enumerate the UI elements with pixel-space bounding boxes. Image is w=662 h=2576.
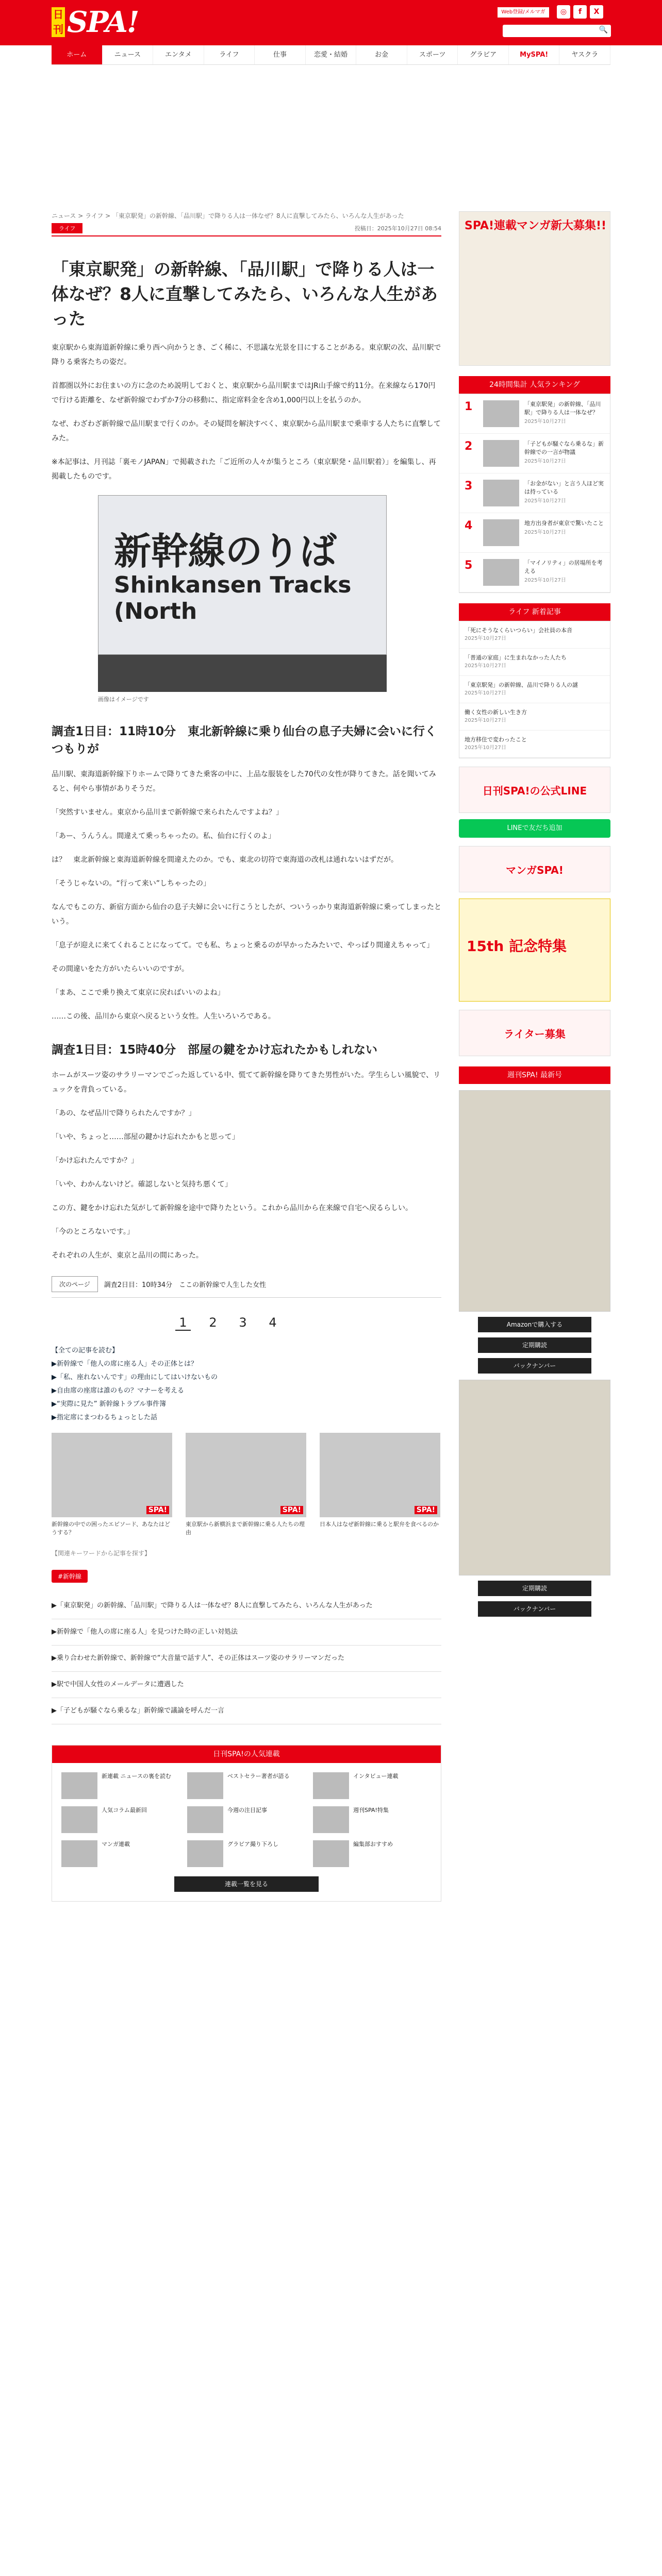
rank-number: 1 xyxy=(465,400,473,413)
magazine-cover[interactable] xyxy=(459,1090,610,1312)
post-date: 投稿日：2025年10月27日 08:54 xyxy=(354,225,441,232)
rank-number: 2 xyxy=(465,440,473,453)
thumb-badge: SPA! xyxy=(280,1506,303,1514)
body-paragraph: この方、鍵をかけ忘れた気がして新幹線を途中で降りたという。これから品川から在来線で自宅へ戻るらしい。 xyxy=(52,1204,412,1212)
popular-title: ベストセラー著者が語る xyxy=(227,1773,290,1780)
body-paragraph: その間違いをた方がいたらいいのですが。 xyxy=(52,965,189,973)
anniversary-ad[interactable] xyxy=(459,899,610,1002)
popular-title: マンガ連載 xyxy=(102,1841,130,1848)
popular-head: 日刊SPA!の人気連載 xyxy=(52,1745,441,1763)
breadcrumb[interactable]: ニュース > ライフ > 「東京駅発」の新幹線、「品川駅」で降りる人は一体なぜ？8人に直撃してみたら、いろんな人生があった xyxy=(52,212,404,219)
site-logo[interactable] xyxy=(52,5,139,39)
popular-thumb xyxy=(187,1840,223,1867)
next-page-teaser[interactable]: 調査2日目：10時34分 ここの新幹線で人生した女性 xyxy=(104,1281,267,1289)
popular-item[interactable] xyxy=(61,1806,180,1833)
section-heading: 調査1日目：11時10分 東北新幹線に乗り仙台の息子夫婦に会いに行くつもりが xyxy=(52,725,437,756)
thumb-image xyxy=(320,1433,440,1517)
site-header xyxy=(0,0,662,45)
news-date: 2025年10月27日 xyxy=(465,663,506,669)
rank-thumb xyxy=(483,480,519,506)
page-4[interactable]: 4 xyxy=(269,1315,277,1330)
nav-work[interactable]: 仕事 xyxy=(255,45,306,64)
nav-yasukura[interactable]: ヤスクラ xyxy=(559,45,610,64)
body-paragraph: 「あー、うんうん。間違えて乗っちゃったの。私、仙台に行くのよ」 xyxy=(52,832,275,840)
photo-sign xyxy=(98,495,387,655)
body-paragraph: 「今のところないです。」 xyxy=(52,1228,134,1236)
nav-news[interactable]: ニュース xyxy=(103,45,154,64)
search-input[interactable] xyxy=(503,25,611,37)
backnumber-button[interactable]: バックナンバー xyxy=(478,1358,591,1374)
popular-title: 人気コラム最新回 xyxy=(102,1807,147,1814)
popular-item[interactable] xyxy=(313,1806,432,1833)
popular-item[interactable] xyxy=(61,1840,180,1867)
next-page-box xyxy=(52,1276,441,1298)
intro-paragraph: 東京駅から東海道新幹線に乗り西へ向かうとき、ごく稀に、不思議な光景を目にすることがある。東京駅の次、品川駅で降りる乗客たちの姿だ。 xyxy=(52,344,441,366)
popular-item[interactable] xyxy=(61,1772,180,1799)
article-photo xyxy=(98,495,387,705)
rank-date: 2025年10月27日 xyxy=(524,498,566,504)
thumb-badge: SPA! xyxy=(415,1506,437,1514)
popular-item[interactable] xyxy=(187,1772,306,1799)
popular-title: 今週の注目記事 xyxy=(227,1807,267,1814)
anniversary-text: 15th 記念特集 xyxy=(467,938,567,955)
rank-thumb xyxy=(483,440,519,467)
related-item[interactable]: ▶「東京駅発」の新幹線、「品川駅」で降りる人は一体なぜ？8人に直撃してみたら、いろんな人生があった xyxy=(52,1593,441,1619)
intro-paragraph: ※本記事は、月刊誌「裏モノJAPAN」で掲載された「ご近所の人々が集うところ（東京駅発・品川駅着）」を編集し、再掲載したものです。 xyxy=(52,458,436,481)
rank-number: 5 xyxy=(465,559,473,572)
x-icon[interactable]: X xyxy=(590,5,603,19)
news-date: 2025年10月27日 xyxy=(465,745,506,751)
popular-title: インタビュー連載 xyxy=(353,1773,399,1780)
rank-number: 3 xyxy=(465,480,473,493)
logo-spa: SPA! xyxy=(67,5,139,39)
article-link[interactable]: ▶“実際に見た” 新幹線トラブル事件簿 xyxy=(52,1400,167,1408)
article-link[interactable]: ▶指定席にまつわるちょっとした話 xyxy=(52,1414,157,1421)
nav-home[interactable]: ホーム xyxy=(52,45,103,64)
rank-title: 「お金がない」と言う人ほど実は持っている xyxy=(524,480,604,495)
related-keyword-head: 【関連キーワードから記事を探す】 xyxy=(52,1550,151,1557)
thumb-card[interactable] xyxy=(52,1433,172,1537)
article-link[interactable]: 【全ての記事を読む】 xyxy=(52,1347,119,1354)
news-date: 2025年10月27日 xyxy=(465,690,506,696)
ranking-item[interactable] xyxy=(459,513,610,553)
thumb-image xyxy=(186,1433,306,1517)
popular-title: 新連載 ニュースの裏を読む xyxy=(102,1773,171,1780)
related-item[interactable]: ▶乗り合わせた新幹線で、新幹線で“大音量で話す人”、その正体はスーツ姿のサラリーマンだった xyxy=(52,1646,441,1672)
news-item[interactable] xyxy=(459,676,610,703)
article-column xyxy=(52,211,441,1902)
article-link[interactable]: ▶新幹線で「他人の席に座る人」その正体とは？ xyxy=(52,1360,197,1368)
thumb-card[interactable] xyxy=(320,1433,440,1537)
intro-paragraph: なぜ、わざわざ新幹線で品川駅まで行くのか。その疑問を解決すべく、東京駅から品川駅まで乗車する人たちに直撃してみた。 xyxy=(52,420,441,443)
news-item[interactable] xyxy=(459,703,610,731)
article-link[interactable]: ▶自由席の座席は誰のもの？マナーを考える xyxy=(52,1387,184,1395)
popular-thumb xyxy=(187,1806,223,1833)
popular-thumb xyxy=(313,1772,349,1799)
article-link[interactable]: ▶「私、座れないんです」の理由にしてはいけないもの xyxy=(52,1374,218,1381)
page-1[interactable]: 1 xyxy=(175,1315,191,1331)
popular-thumb xyxy=(61,1772,97,1799)
thumb-badge: SPA! xyxy=(146,1506,169,1514)
related-list xyxy=(52,1593,441,1724)
rank-number: 4 xyxy=(465,519,473,532)
rank-title: 地方出身者が東京で驚いたこと xyxy=(524,520,604,527)
nav-love[interactable]: 恋愛・結婚 xyxy=(306,45,357,64)
popular-thumb xyxy=(313,1806,349,1833)
popular-thumb xyxy=(313,1840,349,1867)
ranking-item[interactable] xyxy=(459,553,610,592)
rank-date: 2025年10月27日 xyxy=(524,578,566,583)
magazine-cover-2[interactable] xyxy=(459,1380,610,1575)
nav-gravure[interactable]: グラビア xyxy=(458,45,509,64)
news-title: 働く女性の新しい生き方 xyxy=(465,709,527,716)
popular-item[interactable] xyxy=(187,1840,306,1867)
related-item[interactable]: ▶駅で中国人女性のメールデータに遭遇した xyxy=(52,1672,441,1698)
sign-jp: 新幹線のりば xyxy=(114,530,337,573)
thumb-title: 新幹線の中での困ったエピソード、あなたはどうする？ xyxy=(52,1521,171,1536)
body-paragraph: ホームがスーツ姿のサラリーマンでごった返している中、慌てて新幹線を降りてきた男性がいた。学生らしい風貌で、リュックを背負っている。 xyxy=(52,1071,441,1094)
news-title: 地方移住で変わったこと xyxy=(465,736,527,743)
related-item[interactable]: ▶新幹線で「他人の席に座る人」を見つけた時の正しい対処法 xyxy=(52,1619,441,1646)
news-item[interactable] xyxy=(459,649,610,676)
rank-title: 「マイノリティ」の居場所を考える xyxy=(524,560,603,574)
thumb-row xyxy=(52,1433,441,1537)
article-links xyxy=(52,1344,441,1425)
popular-title: グラビア撮り下ろし xyxy=(227,1841,278,1848)
thumb-image xyxy=(52,1433,172,1517)
body-paragraph: 「あの、なぜ品川で降りられたんですか？」 xyxy=(52,1109,196,1117)
magazine-head: 週刊SPA! 最新号 xyxy=(459,1066,610,1084)
rank-thumb xyxy=(483,559,519,586)
related-item[interactable]: ▶「子どもが騒ぐなら乗るな」新幹線で議論を呼んだ一言 xyxy=(52,1698,441,1724)
rank-title: 「子どもが騒ぐなら乗るな」新幹線での一言が物議 xyxy=(524,440,604,455)
popular-title: 週刊SPA!特集 xyxy=(353,1807,389,1814)
body-paragraph: 品川駅、東海道新幹線下りホームで降りてきた乗客の中に、上品な服装をした70代の女性が降りてきた。話を聞いてみると、何やら事情がありそうだ。 xyxy=(52,770,436,793)
popular-item[interactable] xyxy=(187,1806,306,1833)
article-meta xyxy=(52,223,441,236)
body-paragraph: ……この後、品川から東京へ戻るという女性。人生いろいろである。 xyxy=(52,1012,275,1021)
body-paragraph: 「かけ忘れたんですか？」 xyxy=(52,1157,138,1165)
body-paragraph: は？ 東北新幹線と東海道新幹線を間違えたのか。でも、東北の切符で東海道の改札は通れないはずだが。 xyxy=(52,856,398,864)
subscribe-button[interactable]: 定期購読 xyxy=(478,1337,591,1353)
nav-entame[interactable]: エンタメ xyxy=(153,45,204,64)
rank-date: 2025年10月27日 xyxy=(524,419,566,425)
news-list xyxy=(459,621,610,758)
page-2[interactable]: 2 xyxy=(209,1315,217,1330)
news-title: 「死にそうなくらいつらい」会社員の本音 xyxy=(465,627,572,634)
nav-myspa[interactable]: MySPA! xyxy=(509,45,560,64)
pagination xyxy=(175,1315,441,1331)
news-item[interactable] xyxy=(459,731,610,758)
instagram-icon[interactable]: ◎ xyxy=(557,5,570,19)
sidebar xyxy=(459,211,610,1617)
body-paragraph: なんでもこの方、新宿方面から仙台の息子夫婦に会いに行こうとしたが、ついうっかり東海道新幹線に乗ってしまったという。 xyxy=(52,903,441,926)
sign-en: Shinkansen Tracks (North xyxy=(114,572,352,624)
facebook-icon[interactable]: f xyxy=(573,5,587,19)
news-date: 2025年10月27日 xyxy=(465,636,506,641)
nav-sports[interactable]: スポーツ xyxy=(407,45,458,64)
page-3[interactable]: 3 xyxy=(239,1315,247,1330)
rank-thumb xyxy=(483,400,519,427)
popular-thumb xyxy=(61,1806,97,1833)
body-paragraph: 「息子が迎えに来てくれることになってて。でも私、ちょっと乗るのが早かったみたいで、やっぱり間違えちゃって」 xyxy=(52,941,434,950)
logo-nikkan: 日刊 xyxy=(52,7,65,37)
thumb-title: 東京駅から新横浜まで新幹線に乗る人たちの理由 xyxy=(186,1521,305,1536)
popular-item[interactable] xyxy=(313,1772,432,1799)
popular-title: 編集部おすすめ xyxy=(353,1841,393,1848)
news-title: 「東京駅発」の新幹線、品川で降りる人の謎 xyxy=(465,682,578,688)
ranking-item[interactable] xyxy=(459,473,610,513)
ranking-item[interactable] xyxy=(459,434,610,473)
body-paragraph: それぞれの人生が、東京と品川の間にあった。 xyxy=(52,1251,203,1260)
rank-date: 2025年10月27日 xyxy=(524,459,566,464)
section-heading: 調査1日目：15時40分 部屋の鍵をかけ忘れたかもしれない xyxy=(52,1043,378,1057)
backnumber-button-2[interactable]: バックナンバー xyxy=(478,1601,591,1617)
nav-life[interactable]: ライフ xyxy=(204,45,255,64)
manga-recruit-text: SPA!連載マンガ新大募集!! xyxy=(465,219,607,232)
news-item[interactable] xyxy=(459,621,610,649)
photo-gates xyxy=(98,655,387,692)
line-add-button[interactable]: LINEで友だち追加 xyxy=(459,819,610,838)
popular-series xyxy=(52,1745,441,1902)
news-head: ライフ 新着記事 xyxy=(459,603,610,621)
register-link[interactable]: Web登録/メルマガ xyxy=(498,7,549,18)
popular-thumb xyxy=(61,1840,97,1867)
manga-recruit-ad[interactable] xyxy=(459,211,610,366)
rank-title: 「東京駅発」の新幹線、「品川駅」で降りる人は一体なぜ？ xyxy=(524,401,601,416)
main-nav xyxy=(52,45,610,65)
popular-grid xyxy=(52,1763,441,1876)
rank-thumb xyxy=(483,519,519,546)
rank-date: 2025年10月27日 xyxy=(524,530,566,535)
article-title: 「東京駅発」の新幹線、「品川駅」で降りる人は一体なぜ？8人に直撃してみたら、いろんな人生があった xyxy=(52,259,438,329)
popular-item[interactable] xyxy=(313,1840,432,1867)
body-paragraph: 「突然すいません。東京から品川まで新幹線で来られたんですよね？」 xyxy=(52,808,283,817)
body-paragraph: 「まあ、ここで乗り換えて東京に戻ればいいのよね」 xyxy=(52,989,225,997)
nav-money[interactable]: お金 xyxy=(356,45,407,64)
body-paragraph: 「いや、ちょっと……部屋の鍵かけ忘れたかもと思って」 xyxy=(52,1133,239,1141)
search-icon: 🔍 xyxy=(599,26,608,34)
popular-thumb xyxy=(187,1772,223,1799)
popular-more-button[interactable]: 連載一覧を見る xyxy=(174,1876,319,1892)
photo-caption: 画像はイメージです xyxy=(98,696,149,703)
news-date: 2025年10月27日 xyxy=(465,718,506,723)
body-paragraph: 「いや、わかんないけど。確認しないと気持ち悪くて」 xyxy=(52,1180,232,1189)
intro-paragraph: 首都圏以外にお住まいの方に念のため説明しておくと、東京駅から品川駅まではJR山手線で約11分。在来線なら170円で行ける距離を、なぜ新幹線でわずか7分の移動に、指定席料金を含め1,000円以上を払うのか。 xyxy=(52,382,436,404)
ranking-item[interactable] xyxy=(459,394,610,434)
manga-spa-banner[interactable]: マンガSPA! xyxy=(459,846,610,892)
keyword-tag[interactable]: #新幹線 xyxy=(52,1570,88,1583)
line-banner[interactable]: 日刊SPA!の公式LINE xyxy=(459,767,610,813)
ranking-head: 24時間集計 人気ランキング xyxy=(459,376,610,394)
thumb-card[interactable] xyxy=(186,1433,306,1537)
thumb-title: 日本人はなぜ新幹線に乗ると駅弁を食べるのか xyxy=(320,1521,439,1528)
body-paragraph: 「そうじゃないの。“行って来い”しちゃったの」 xyxy=(52,879,210,888)
writer-recruit-banner[interactable]: ライター募集 xyxy=(459,1010,610,1056)
category-badge[interactable]: ライフ xyxy=(52,223,82,233)
subscribe-button-2[interactable]: 定期購読 xyxy=(478,1581,591,1596)
next-page-button[interactable]: 次のページ xyxy=(52,1276,98,1292)
ranking-list xyxy=(459,394,610,593)
amazon-buy-button[interactable]: Amazonで購入する xyxy=(478,1317,591,1332)
news-title: 「普通の家庭」に生まれなかった人たち xyxy=(465,654,567,661)
